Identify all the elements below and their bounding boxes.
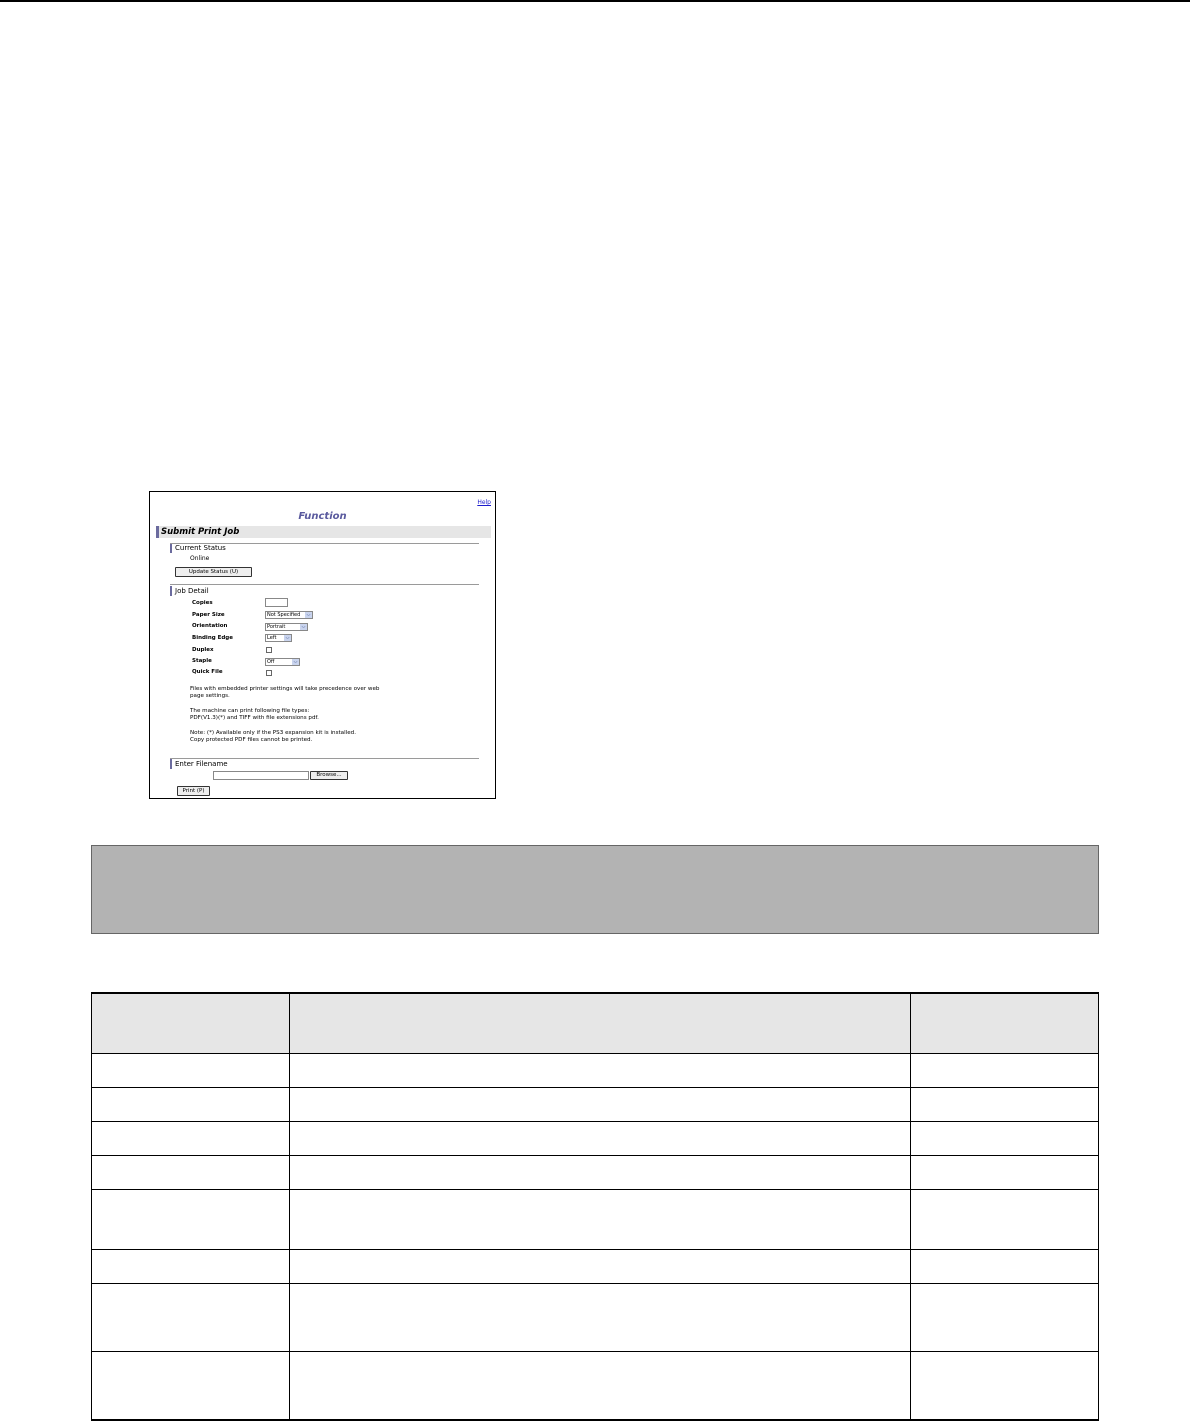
precedence-note: Files with embedded printer settings will take precedence over web page settings. bbox=[190, 686, 380, 699]
ps3-note-line-1: Note: (*) Available only if the PS3 expansion kit is installed. bbox=[190, 730, 356, 736]
table-header-row bbox=[92, 993, 1099, 1054]
submit-print-job-screenshot bbox=[149, 491, 496, 799]
staple-value: Off bbox=[267, 659, 275, 665]
table-cell bbox=[92, 1190, 290, 1250]
enter-filename-heading: Enter Filename bbox=[170, 759, 479, 769]
table-cell bbox=[911, 1088, 1099, 1122]
table-cell bbox=[911, 1054, 1099, 1088]
table-header-cell bbox=[911, 993, 1099, 1054]
print-button[interactable]: Print (P) bbox=[177, 786, 210, 796]
job-detail-rule bbox=[170, 584, 479, 585]
table-cell bbox=[289, 1054, 910, 1088]
ps3-note-line-2: Copy protected PDF files cannot be printed. bbox=[190, 737, 313, 743]
help-link[interactable]: Help bbox=[477, 499, 491, 506]
table-row bbox=[92, 1284, 1099, 1352]
table-row bbox=[92, 1122, 1099, 1156]
browse-button[interactable]: Browse... bbox=[310, 771, 348, 780]
current-status-rule bbox=[170, 543, 479, 544]
job-detail-heading: Job Detail bbox=[170, 586, 479, 596]
chevron-down-icon: ⌵ bbox=[306, 612, 311, 618]
staple-select[interactable] bbox=[265, 658, 300, 666]
quick-file-label: Quick File bbox=[192, 669, 223, 675]
orientation-label: Orientation bbox=[192, 623, 228, 629]
staple-label: Staple bbox=[192, 658, 212, 664]
chevron-down-icon: ⌵ bbox=[285, 635, 290, 641]
binding-edge-value: Left bbox=[267, 635, 277, 641]
paper-size-select[interactable] bbox=[265, 611, 313, 619]
table-row bbox=[92, 1190, 1099, 1250]
paper-size-label: Paper Size bbox=[192, 612, 225, 618]
file-types-note-line-2: PDF(V1.3)(*) and TIFF with file extensions pdf. bbox=[190, 715, 319, 721]
table-cell bbox=[911, 1250, 1099, 1284]
table-cell bbox=[289, 1250, 910, 1284]
table-row bbox=[92, 1156, 1099, 1190]
binding-edge-label: Binding Edge bbox=[192, 635, 233, 641]
file-types-note-line-1: The machine can print following file types: bbox=[190, 708, 310, 714]
settings-table bbox=[91, 992, 1099, 1421]
table-header-cell bbox=[289, 993, 910, 1054]
function-title: Function bbox=[298, 511, 347, 522]
table-cell bbox=[92, 1156, 290, 1190]
table-cell bbox=[289, 1122, 910, 1156]
paper-size-value: Not Specified bbox=[267, 612, 301, 618]
table-row bbox=[92, 1054, 1099, 1088]
status-value: Online bbox=[190, 555, 210, 562]
update-status-button[interactable]: Update Status (U) bbox=[175, 567, 252, 577]
table-row bbox=[92, 1088, 1099, 1122]
table-cell bbox=[289, 1190, 910, 1250]
page-heading: Submit Print Job bbox=[156, 526, 491, 538]
table-header-cell bbox=[92, 993, 290, 1054]
orientation-value: Portrait bbox=[267, 624, 286, 630]
binding-edge-select[interactable] bbox=[265, 634, 292, 642]
quick-file-checkbox[interactable] bbox=[266, 670, 272, 676]
table-cell bbox=[289, 1352, 910, 1421]
table-row bbox=[92, 1250, 1099, 1284]
copies-input[interactable] bbox=[265, 598, 288, 607]
table-cell bbox=[289, 1088, 910, 1122]
copies-label: Copies bbox=[192, 600, 213, 606]
table-cell bbox=[92, 1088, 290, 1122]
table-cell bbox=[911, 1190, 1099, 1250]
table-cell bbox=[92, 1122, 290, 1156]
table-cell bbox=[289, 1156, 910, 1190]
table-cell bbox=[92, 1054, 290, 1088]
chevron-down-icon: ⌵ bbox=[301, 624, 306, 630]
table-cell bbox=[911, 1122, 1099, 1156]
table-row bbox=[92, 1352, 1099, 1421]
table-cell bbox=[911, 1352, 1099, 1421]
current-status-heading: Current Status bbox=[170, 543, 479, 553]
table-cell bbox=[911, 1156, 1099, 1190]
filename-input[interactable] bbox=[213, 771, 309, 780]
duplex-label: Duplex bbox=[192, 647, 214, 653]
table-cell bbox=[911, 1284, 1099, 1352]
table-cell bbox=[92, 1352, 290, 1421]
table-cell bbox=[92, 1284, 290, 1352]
grey-banner bbox=[91, 845, 1099, 934]
duplex-checkbox[interactable] bbox=[266, 647, 272, 653]
table-cell bbox=[92, 1250, 290, 1284]
chevron-down-icon: ⌵ bbox=[293, 659, 298, 665]
top-rule bbox=[0, 0, 1190, 2]
orientation-select[interactable] bbox=[265, 623, 308, 631]
table-cell bbox=[289, 1284, 910, 1352]
